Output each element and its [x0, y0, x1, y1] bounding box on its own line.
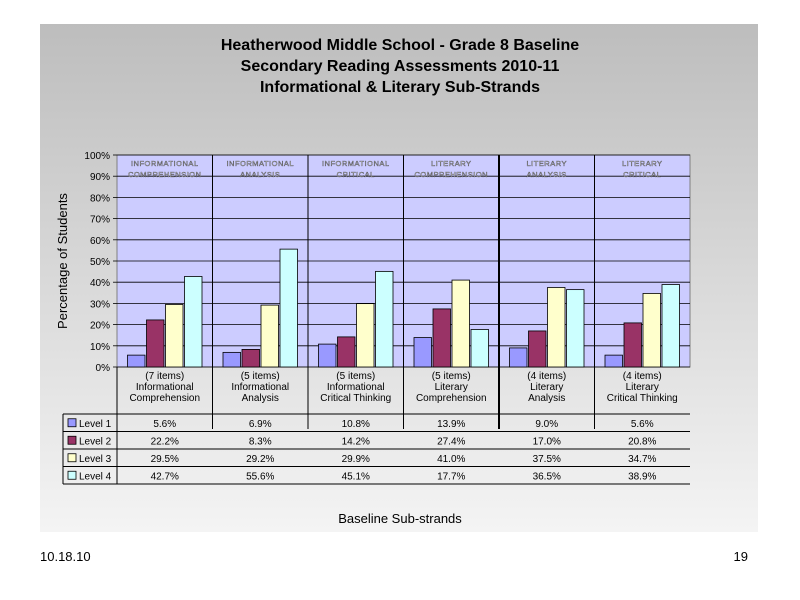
legend-label: Level 4	[79, 471, 112, 483]
chart-title-line-2: Secondary Reading Assessments 2010-11	[240, 58, 560, 75]
bar-level-1	[128, 355, 146, 367]
x-category-label: Critical Thinking	[606, 393, 678, 404]
x-category-label: (4 items)	[622, 371, 662, 382]
category-header-label: LITERARY	[430, 159, 472, 168]
bar-level-3	[357, 304, 375, 367]
y-axis-title: Percentage of Students	[55, 193, 70, 329]
y-tick-label: 80%	[89, 193, 110, 205]
y-tick-label: 30%	[89, 299, 110, 311]
x-category-label: Analysis	[528, 393, 566, 404]
category-header-label: COMPREHENSION	[414, 170, 489, 179]
legend-swatch	[68, 436, 76, 444]
bar-level-4	[280, 249, 298, 367]
legend-label: Level 2	[79, 436, 112, 448]
category-header-label: LITERARY	[526, 159, 568, 168]
table-cell-value: 55.6%	[246, 471, 275, 483]
table-cell-value: 34.7%	[628, 453, 657, 465]
table-cell-value: 13.9%	[437, 418, 466, 430]
bar-level-2	[529, 331, 547, 367]
table-cell-value: 8.3%	[248, 436, 272, 448]
category-header-label: CRITICAL	[336, 170, 375, 179]
category-header-label: INFORMATIONAL	[130, 159, 199, 168]
table-cell-value: 37.5%	[532, 453, 561, 465]
table-cell-value: 38.9%	[628, 471, 657, 483]
bar-level-4	[662, 285, 680, 367]
x-category-label: Literary	[530, 382, 564, 393]
bar-level-2	[338, 337, 356, 367]
y-tick-label: 70%	[89, 214, 110, 226]
bar-level-3	[166, 304, 184, 367]
x-category-label: Informational	[231, 382, 290, 393]
x-axis-title: Baseline Sub-strands	[338, 511, 462, 526]
bar-level-1	[605, 355, 623, 367]
y-tick-label: 100%	[84, 151, 110, 162]
table-cell-value: 42.7%	[150, 471, 179, 483]
y-tick-label: 50%	[89, 257, 110, 268]
x-category-label: Informational	[135, 382, 194, 393]
legend-swatch	[68, 454, 76, 462]
y-tick-label: 90%	[89, 172, 110, 184]
bar-level-4	[567, 290, 585, 367]
bar-level-1	[223, 352, 241, 367]
category-header-label: LITERARY	[621, 159, 663, 168]
bar-level-3	[452, 280, 470, 367]
bar-level-4	[185, 276, 203, 367]
x-category-label: Comprehension	[129, 393, 201, 404]
table-cell-value: 36.5%	[532, 471, 561, 483]
chart-title-line-1: Heatherwood Middle School - Grade 8 Baseline	[220, 37, 580, 54]
bar-level-3	[548, 288, 566, 368]
y-tick-label: 40%	[89, 278, 110, 290]
category-header-label: INFORMATIONAL	[321, 159, 390, 168]
category-header-label: CRITICAL	[623, 170, 662, 179]
bar-level-1	[414, 338, 432, 367]
table-cell-value: 17.0%	[532, 436, 561, 448]
y-tick-label: 10%	[89, 341, 110, 353]
table-cell-value: 14.2%	[341, 436, 370, 448]
table-cell-value: 5.6%	[630, 418, 654, 430]
table-cell-value: 41.0%	[437, 453, 466, 465]
category-header-label: ANALYSIS	[526, 170, 567, 179]
x-category-label: (5 items)	[336, 371, 376, 382]
bar-level-1	[510, 348, 528, 367]
table-cell-value: 29.2%	[246, 453, 275, 465]
x-category-label: Critical Thinking	[320, 393, 392, 404]
table-cell-value: 29.5%	[150, 453, 179, 465]
category-header-label: ANALYSIS	[240, 170, 281, 179]
legend-label: Level 1	[79, 418, 112, 430]
bar-level-3	[261, 305, 279, 367]
table-cell-value: 17.7%	[437, 471, 466, 483]
category-header-label: COMPREHENSION	[127, 170, 202, 179]
x-category-label: (5 items)	[240, 371, 280, 382]
legend-swatch	[68, 471, 76, 479]
bar-level-2	[242, 349, 260, 367]
bar-level-2	[624, 323, 642, 367]
bar-level-4	[471, 329, 489, 367]
table-cell-value: 20.8%	[628, 436, 657, 448]
x-category-label: Literary	[625, 382, 659, 393]
bar-level-2	[147, 320, 165, 367]
table-cell-value: 27.4%	[437, 436, 466, 448]
x-category-label: Literary	[434, 382, 468, 393]
x-category-label: Informational	[326, 382, 385, 393]
y-tick-label: 60%	[89, 235, 110, 247]
table-cell-value: 45.1%	[341, 471, 370, 483]
table-cell-value: 6.9%	[248, 418, 272, 430]
table-cell-value: 10.8%	[341, 418, 370, 430]
legend-swatch	[68, 419, 76, 427]
bar-level-2	[433, 309, 451, 367]
table-cell-value: 9.0%	[535, 418, 559, 430]
x-category-label: Comprehension	[415, 393, 487, 404]
y-tick-label: 20%	[89, 320, 110, 332]
category-header-label: INFORMATIONAL	[226, 159, 295, 168]
chart-title-line-3: Informational & Literary Sub-Strands	[259, 79, 541, 96]
bar-level-4	[376, 271, 394, 367]
table-cell-value: 5.6%	[153, 418, 177, 430]
x-category-label: (5 items)	[431, 371, 471, 382]
y-tick-label: 0%	[95, 363, 110, 374]
legend-label: Level 3	[79, 453, 112, 465]
x-category-label: Analysis	[241, 393, 279, 404]
slide-page-number: 19	[733, 549, 748, 564]
x-category-label: (7 items)	[145, 371, 185, 382]
table-cell-value: 29.9%	[341, 453, 370, 465]
slide-date: 10.18.10	[40, 549, 91, 564]
bar-level-3	[643, 293, 661, 367]
table-cell-value: 22.2%	[150, 436, 179, 448]
bar-level-1	[319, 344, 337, 367]
x-category-label: (4 items)	[527, 371, 567, 382]
